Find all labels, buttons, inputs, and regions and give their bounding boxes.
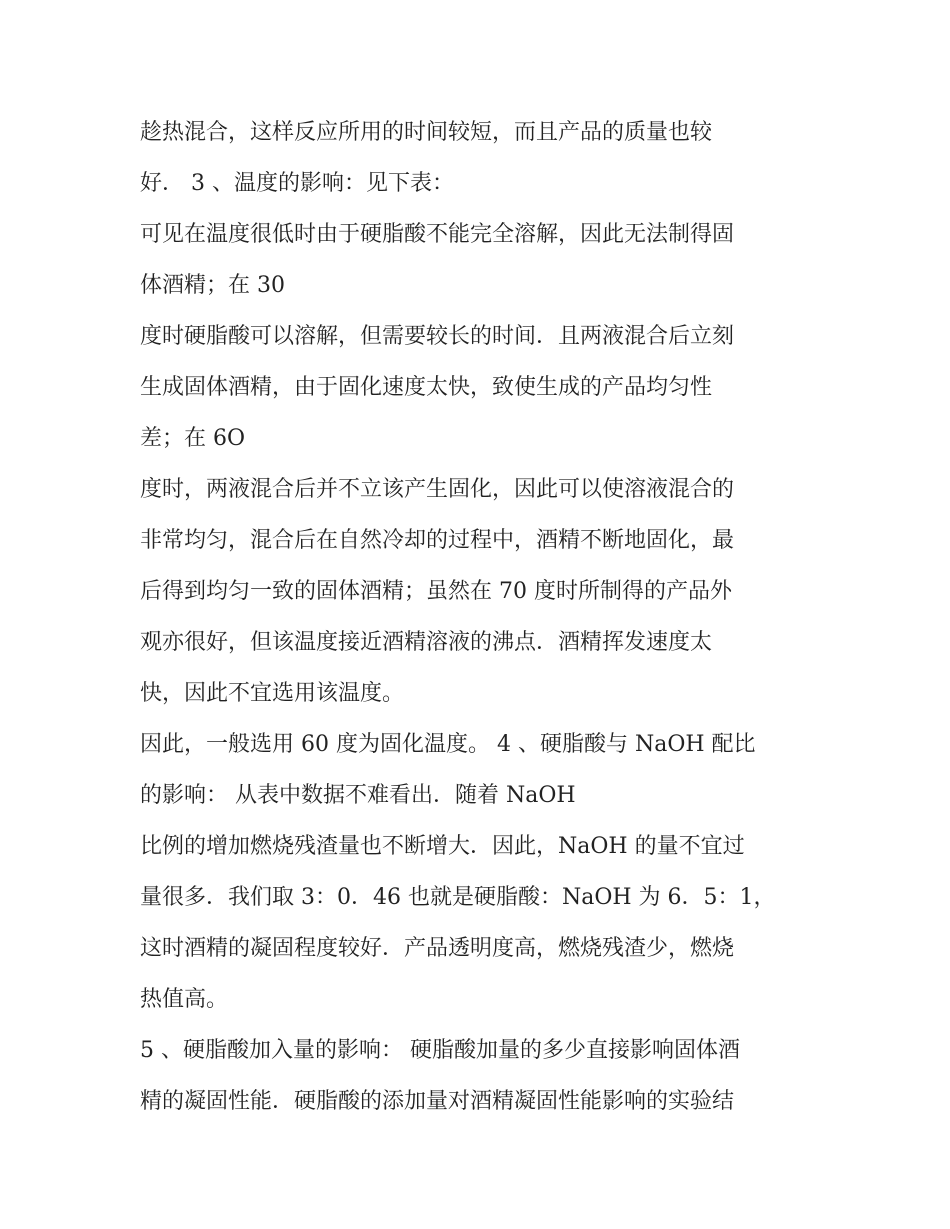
text-line: 差；在 6O [140,426,246,451]
text-line: 后得到均匀一致的固体酒精；虽然在 70 度时所制得的产品外 [140,579,732,604]
text-line: 这时酒精的凝固程度较好．产品透明度高，燃烧残渣少，燃烧 [140,936,735,961]
text-line: 比例的增加燃烧残渣量也不断增大．因此，NaOH 的量不宜过 [140,834,745,859]
text-line: 量很多．我们取 3：0．46 也就是硬脂酸：NaOH 为 6．5：1， [140,885,776,910]
text-line: 精的凝固性能．硬脂酸的添加量对酒精凝固性能影响的实验结 [140,1089,735,1114]
text-line: 快，因此不宜选用该温度。 [140,681,405,706]
document-body [140,107,830,1127]
text-line: 因此，一般选用 60 度为固化温度。 4 、硬脂酸与 NaOH 配比 [140,732,756,757]
text-line: 生成固体酒精，由于固化速度太快，致使生成的产品均匀性 [140,375,713,400]
text-line: 度时硬脂酸可以溶解，但需要较长的时间．且两液混合后立刻 [140,324,735,349]
text-line: 5 、硬脂酸加入量的影响： 硬脂酸加量的多少直接影响固体酒 [140,1038,740,1063]
text-line: 度时，两液混合后并不立该产生固化，因此可以使溶液混合的 [140,477,735,502]
text-line: 热值高。 [140,987,229,1012]
text-line: 可见在温度很低时由于硬脂酸不能完全溶解，因此无法制得固 [140,222,735,247]
text-line: 非常均匀，混合后在自然冷却的过程中，酒精不断地固化，最 [140,528,735,553]
text-line: 体酒精；在 30 [140,273,285,298]
text-line: 观亦很好，但该温度接近酒精溶液的沸点．酒精挥发速度太 [140,630,713,655]
text-line: 的影响： 从表中数据不难看出．随着 NaOH [140,783,576,808]
text-line: 趁热混合，这样反应所用的时间较短，而且产品的质量也较 [140,120,713,145]
text-line: 好． 3 、温度的影响：见下表： [140,171,454,196]
